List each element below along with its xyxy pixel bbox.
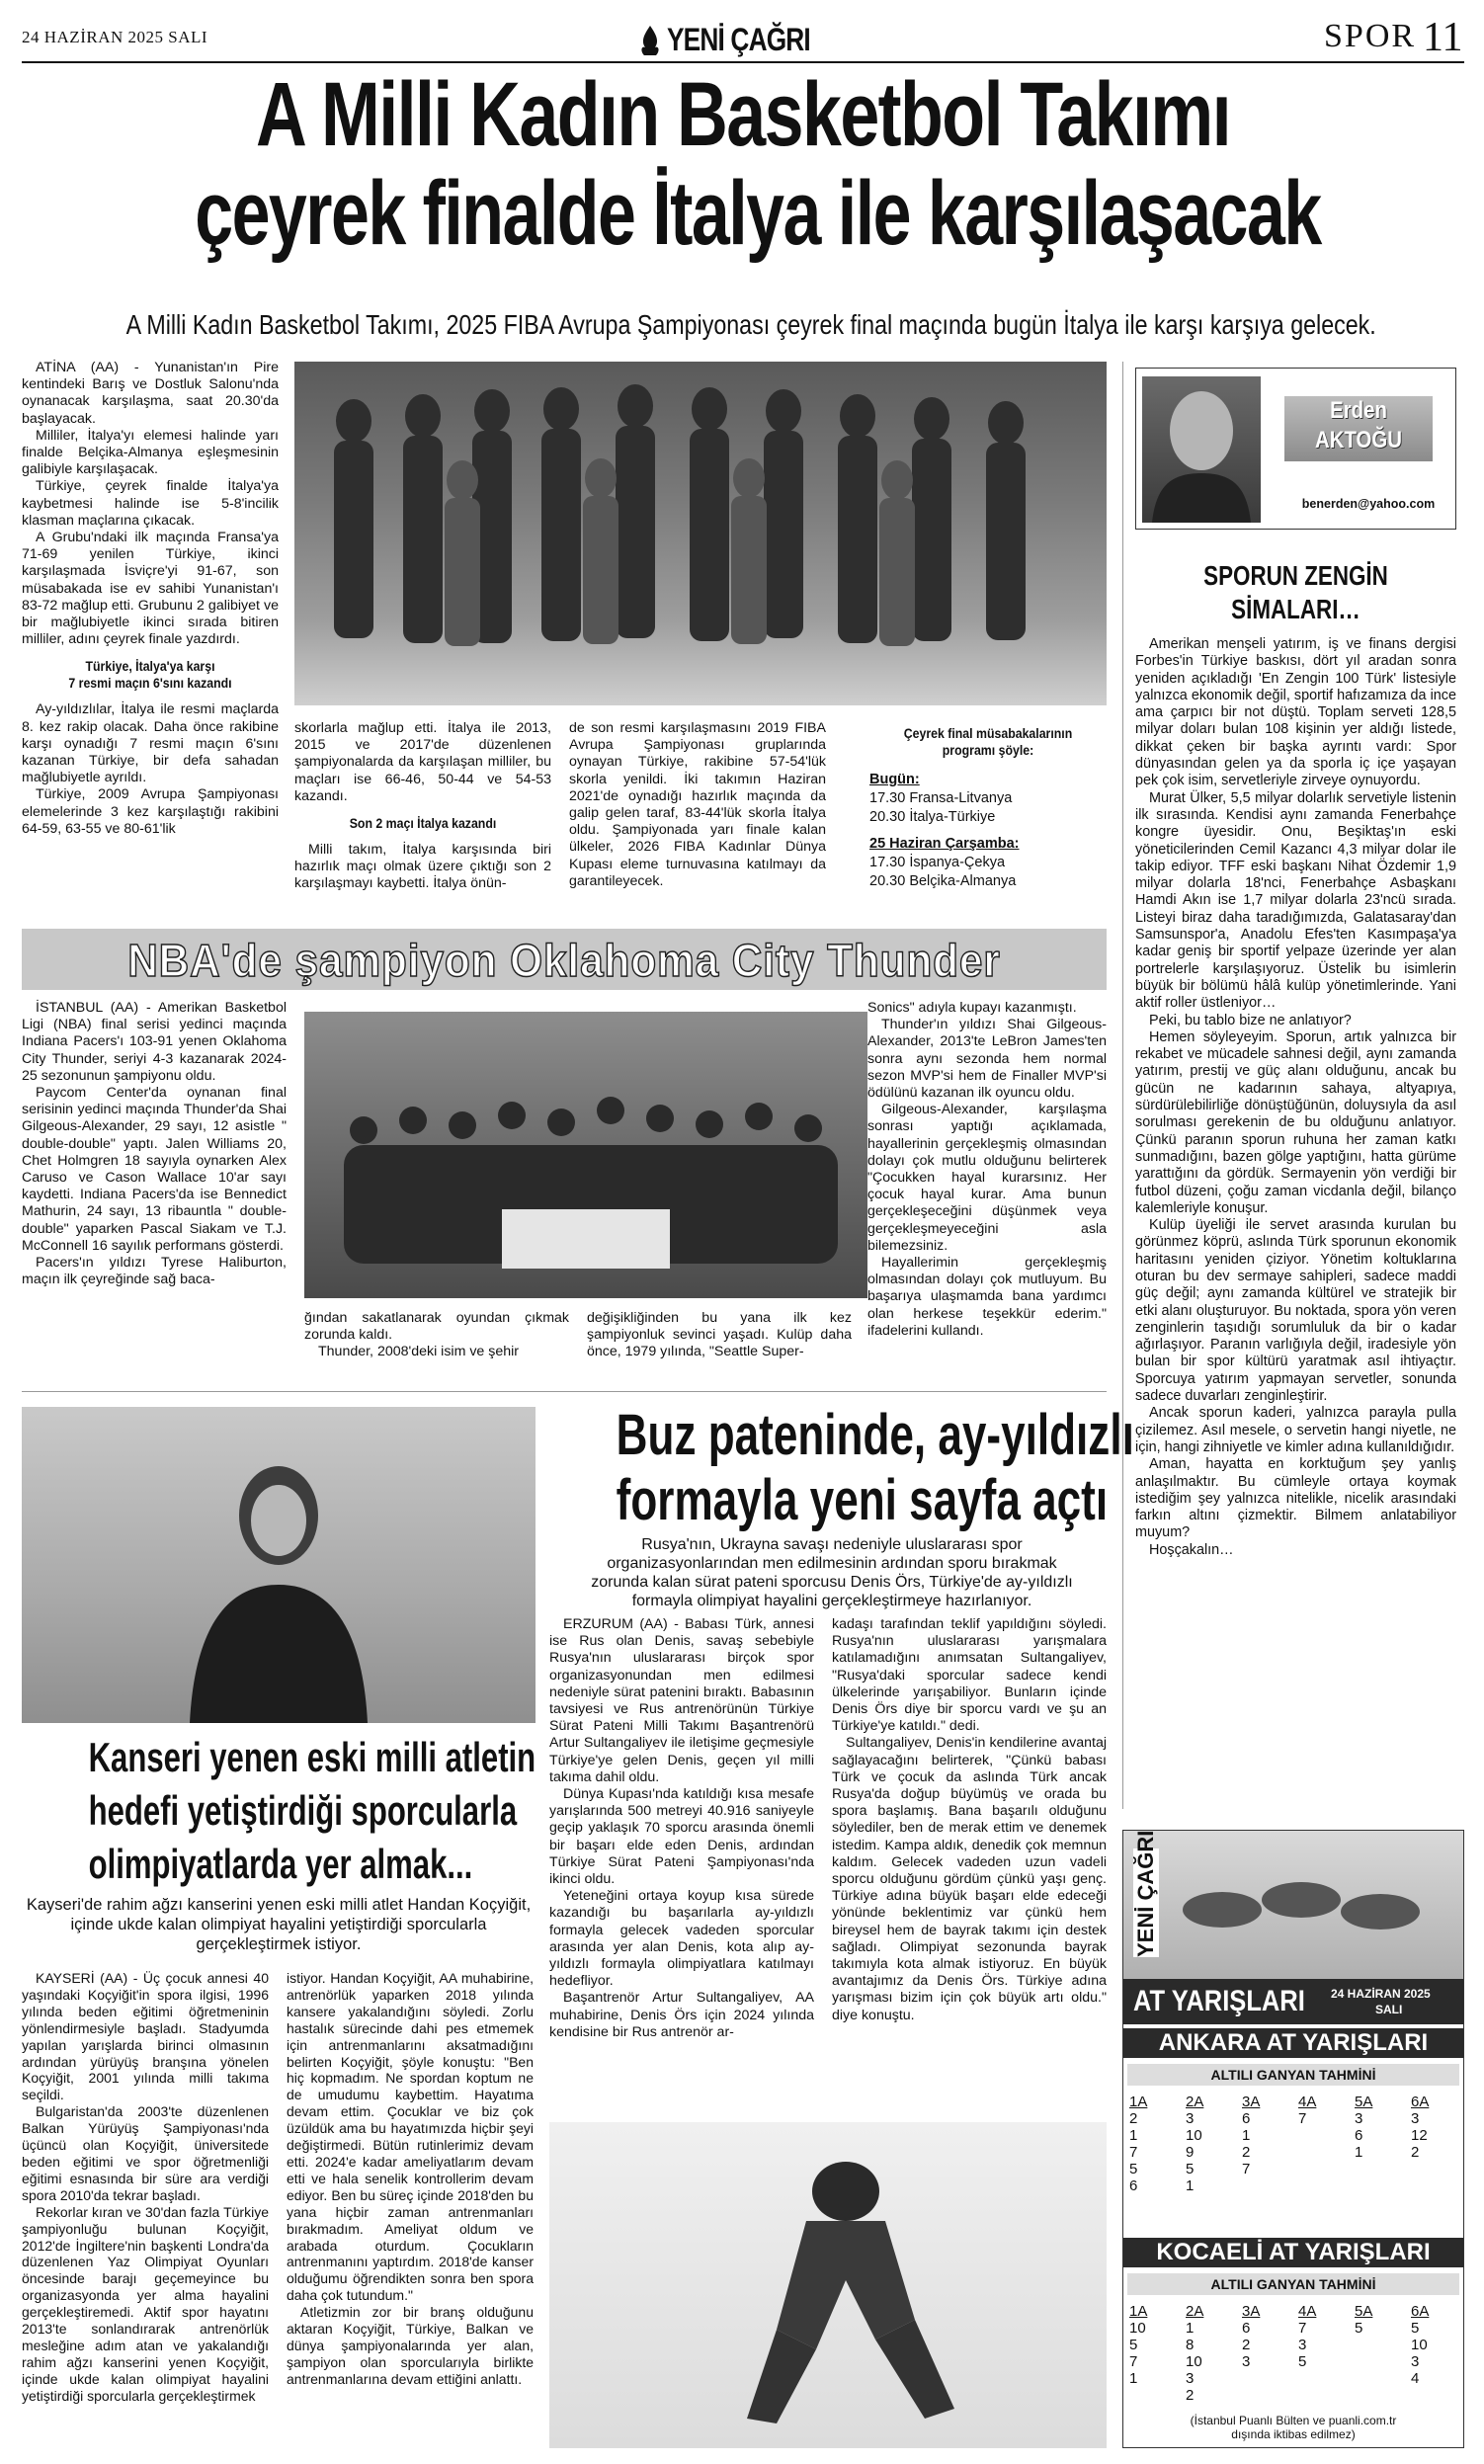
- ankara-cell: 10: [1186, 2127, 1202, 2144]
- ankara-cell: [1292, 2144, 1349, 2161]
- ankara-cell: 2: [1129, 2110, 1138, 2127]
- kocaeli-cell: 6: [1242, 2320, 1251, 2337]
- paragraph: İSTANBUL (AA) - Amerikan Basketbol Ligi (NBA) final serisi yedinci maçında Indiana Pacers'ı 103-91 yenen Oklahoma City Thunder, seriyi 4-3 kazanarak 2024-25 sezonunun şampiyonu oldu.: [22, 1000, 287, 1084]
- story1-deck: A Milli Kadın Basketbol Takımı, 2025 FIBA Avrupa Şampiyonası çeyrek final maçında bugün İtalya ile karşı karşıya gelecek.: [125, 309, 1376, 340]
- ankara-cell: 7: [1298, 2110, 1307, 2127]
- story4-headline-line1: Kanseri yenen eski milli atletin: [88, 1734, 536, 1780]
- kocaeli-cell: 3: [1186, 2370, 1195, 2387]
- story1-col2: [294, 720, 551, 893]
- story4-col1: [22, 1970, 269, 2405]
- column-box: [1122, 362, 1464, 1809]
- team-photo: [294, 362, 1107, 705]
- kocaeli-cell: 5: [1129, 2337, 1138, 2353]
- paragraph: ATİNA (AA) - Yunanistan'ın Pire kentindeki Barış ve Dostluk Salonu'nda oynanacak karşılaşma, saat 20.30'da başlayacak.: [22, 360, 279, 427]
- ankara-cell: 6: [1129, 2177, 1138, 2194]
- schedule-day: 25 Haziran Çarşamba:: [869, 836, 1020, 852]
- schedule-title: programı şöyle:: [942, 742, 1034, 758]
- author-last: AKTOĞU: [1314, 427, 1403, 453]
- ankara-header: 4A: [1298, 2094, 1317, 2110]
- paragraph: Türkiye, 2009 Avrupa Şampiyonası elemelerinde 3 kez karşılaştığı rakibini 64-59, 63-55 ve 80-61'lik: [22, 786, 279, 837]
- story4-headline-line2: hedefi yetiştirdiği sporcularla: [88, 1787, 518, 1834]
- ankara-cell: 3: [1355, 2110, 1363, 2127]
- paragraph: Sultangaliyev, Denis'in kendilerine avantaj sağlayacağını belirterek, "Çünkü babası Türk ve çocuk da aslında Türk ancak Rusya'da doğup büyümüş ve orada bu spora başlamış. Bana başarılı olduğunu söylediler, ben de merak ettim ve denemek istedim. Kampa aldık, denedik çok memnun kaldım. Gelecek vadeden uzun vadeli sporcu olduğunu gördüm çünkü yaşı genç. Türkiye adına büyük başarı elde edeceği yönünde beklentimiz var çünkü hem bireysel hem de bayrak takımı için destek sağladı. Olimpiyat sezonunda bayrak takımıyla kota almak istiyoruz. En büyük avantajımız da Denis Örs. Türkiye adına yarışması bizim için çok büyük artı oldu." diye konuştu.: [832, 1735, 1107, 2023]
- logo: [637, 22, 855, 59]
- schedule-box: [869, 725, 1107, 891]
- ankara-cell: [1292, 2161, 1349, 2177]
- flame-icon: [637, 24, 663, 57]
- ankara-cell: 1: [1242, 2127, 1251, 2144]
- ankara-cell: [1349, 2161, 1405, 2177]
- ankara-cell: [1349, 2177, 1405, 2194]
- paragraph: Bulgaristan'da 2003'te düzenlenen Balkan Yürüyüş Şampiyonası'nda üçüncü olan Koçyiğit, üniversitede beden eğitimi ve spor öğretmenliği eğitimi esnasında bir süre ara verdiği spora 2010'da tekrar başladı.: [22, 2103, 269, 2203]
- ankara-cell: 3: [1186, 2110, 1195, 2127]
- ankara-cell: 5: [1186, 2161, 1195, 2177]
- ankara-cell: 9: [1186, 2144, 1195, 2161]
- kocaeli-cell: 4: [1411, 2370, 1420, 2387]
- kocaeli-cell: [1292, 2370, 1349, 2387]
- paragraph: Hemen söyleyeyim. Sporun, artık yalnızca bir rekabet ve mücadele sahnesi değil, aynı zamanda yatırım, prestij ve güç alanı olduğunu, ancak bu gücün ne kadarının sahaya, altyapıya, sürdürülebilirliğe dönüştüğünün, doluysıyla da asıl sorulması gerekenin de bu olduğunu anlatıyor. Çünkü paranın sporun ruhuna her zaman katkı sunmadığını, bazen gölge yaptığını, hatta gürüme yarattığını da gördük. Sermayenin yön verdiği bir futbol düzeni, çoğu zaman vicdanla değil, bilanço kalemleriyle konuşur.: [1135, 1028, 1456, 1216]
- paragraph: Amerikan menşeli yatırım, iş ve finans dergisi Forbes'in Türkiye baskısı, dört yıl aradan sonra yeniden açıkladığı 'En Zengin 100 Türk' listesiyle yalnızca ekonomik değil, sportif hafızamıza da ince ama çarpıcı bir not düştü. Toplam serveti 128,5 milyar doları bulan 108 kişinin yer aldığı listede, dikkat çeken bir başka ayrıntı vardı: Spor dünyasından gelen ya da sporla iç içe yaşayan pek çok isim, servetleriyle zirveye oynuyordu.: [1135, 636, 1456, 789]
- kocaeli-cell: 7: [1298, 2320, 1307, 2337]
- ankara-sub: ALTILI GANYAN TAHMİNİ: [1127, 2064, 1459, 2086]
- kocaeli-cell: 1: [1129, 2370, 1138, 2387]
- kocaeli-cell: 10: [1129, 2320, 1146, 2337]
- author-first: Erden: [1330, 397, 1387, 424]
- schedule-game: 17.30 İspanya-Çekya: [869, 855, 1006, 870]
- story3-deck: Rusya'nın, Ukrayna savaşı nedeniyle uluslararası spor organizasyonlarından men edilmesinin ardından sporu bırakmak zorunda kalan sürat pateni sporcusu Denis Örs, Türkiye'de ay-yıldızlı formayla olimpiyat hayalini gerçekleştirmeye hazırlanıyor.: [591, 1536, 1073, 1609]
- races-footnote-line2: dışında iktibas edilmez): [1231, 2427, 1356, 2441]
- ankara-header: 2A: [1186, 2094, 1204, 2110]
- story2-col2: [304, 1310, 569, 1361]
- kocaeli-header: 3A: [1242, 2303, 1261, 2320]
- ankara-cell: [1236, 2177, 1292, 2194]
- kocaeli-cell: 1: [1186, 2320, 1195, 2337]
- races-footnote: [1123, 2414, 1463, 2441]
- paragraph: Kulüp üyeliği ile servet arasında kurulan bu görünmez köprü, aslında Türk sporunun ekonomik haritasını yeniden çiziyor. Yönetim koltuklarına oturan bu dev sermaye sahipleri, sadece maddi güç değil; aynı zamanda kültürel ve stratejik bir etki alanı oluşturuyor. Bu noktada, spora yön veren zenginlerin taşıdığı sorumluluk da bir o kadar ağırlaşıyor. Paranın varlığıyla değil, iradesiyle yön bulan bir spor kültürü yaratmak asıl ihtiyaçtır. Sporcuya yatırım yapmayan servetler, sonunda sadece duvarları zenginleştirir.: [1135, 1217, 1456, 1405]
- paragraph: ğından sakatlanarak oyundan çıkmak zorunda kaldı.: [304, 1310, 569, 1344]
- schedule-title: Çeyrek final müsabakalarının: [903, 725, 1073, 741]
- paragraph: istiyor. Handan Koçyiğit, AA muhabirine, antrenörlük yaparken 2018 yılında kansere yakalandığını söyledi. Zorlu hastalık sürecinde dahi pes etmemek için antrenmanlarını aksatmadığını belirten Koçyiğit, şöyle konuştu: "Ben hiç kopmadım. Ne spordan koptum ne de umudumu kaybettim. Hayatıma devam ettim. Çocuklar ve biz çok üzüldük ama bu hayatımızda hiçbir şeyi değiştirmedi. Bütün rutinlerimiz devam etti. 2024'e kadar ameliyatlarım devam etti ve hala senelik kontrollerim devam ediyor. Ben bu süreç içinde 2018'den bu yana hiçbir zaman antrenmanları bırakmadım. Ameliyat oldum ve arabada oturdum. Çocukların antrenmanını yaptırdım. 2018'de kanser olduğumu öğrendikten sonra ben spora daha çok tutundum.": [287, 1970, 534, 2304]
- masthead-rule: [22, 61, 1464, 63]
- ankara-header: 3A: [1242, 2094, 1261, 2110]
- kocaeli-header: 6A: [1411, 2303, 1430, 2320]
- kocaeli-cell: [1123, 2387, 1180, 2404]
- story1-col3: [569, 720, 826, 890]
- paragraph: Ancak sporun kaderi, yalnızca parayla pulla çizilemez. Asıl mesele, o servetin hangi niyetle, ne için, hangi zihniyetle ve kimler adına kullanıldığıdır.: [1135, 1405, 1456, 1455]
- horse-race-photo: [1123, 1831, 1463, 1979]
- paragraph: kadaşı tarafından teklif yapıldığını söyledi. Rusya'nın uluslararası yarışmalara katılamadığını anımsatan Sultangaliyev, "Rusya'daki sporcular sadece kendi ülkelerinde yarışabiliyor. Bunların içinde Denis Örs diye bir sporcu vardı ve şu an Türkiye'ye katıldı." dedi.: [832, 1616, 1107, 1735]
- kocaeli-cell: 2: [1186, 2387, 1195, 2404]
- kocaeli-cell: [1405, 2387, 1461, 2404]
- kocaeli-table: [1123, 2303, 1461, 2404]
- paragraph: Dünya Kupası'nda katıldığı kısa mesafe yarışlarında 500 metreyi 40.916 saniyeyle geçip yaklaşık 70 sporcu arasında önemli bir başarı elde eden Denis, ardından Türkiye Sürat Pateni Şampiyonası'nda ikinci oldu.: [549, 1786, 814, 1888]
- paragraph: Thunder'ın yıldızı Shai Gilgeous-Alexander, 2013'te LeBron James'ten sonra aynı sezonda hem normal sezon MVP'si hem de Finaller MVP'si ödülünü kazanan ilk oyuncu oldu.: [867, 1017, 1107, 1102]
- ankara-cell: 7: [1129, 2144, 1138, 2161]
- paragraph: Türkiye, çeyrek finalde İtalya'ya kaybetmesi halinde ise 5-8'incilik klasman maçlarına çıkacak.: [22, 478, 279, 529]
- kocaeli-cell: [1349, 2337, 1405, 2353]
- paragraph: A Grubu'ndaki ilk maçında Fransa'ya 71-69 yenilen Türkiye, ikinci karşılaşmada İsviçre'yi 91-67, son müsabakada ise ev sahibi Yunanistan'ı 83-72 mağlup etti. Grubunu 2 galibiyet ve bir mağlubiyetle ikinci sırada bitiren milliler, adını çeyrek finale yazdırdı.: [22, 530, 279, 648]
- races-footnote-line1: (İstanbul Puanlı Bülten ve puanli.com.tr: [1190, 2414, 1397, 2427]
- story2-headline: NBA'de şampiyon Oklahoma City Thunder: [127, 935, 1001, 986]
- ankara-cell: 2: [1411, 2144, 1420, 2161]
- team-silhouettes: [294, 362, 1107, 705]
- subhead: Türkiye, İtalya'ya karşı: [85, 658, 215, 675]
- story4-headline: [22, 1731, 536, 1891]
- paragraph: Hoşçakalın…: [1149, 1541, 1234, 1558]
- story3-col1: [549, 1616, 814, 2041]
- paragraph: Atletizmin zor bir branş olduğunu aktaran Koçyiğit, Türkiye, Balkan ve dünya şampiyonalarında yer alan, şampiyon olan sporcularıyla birlikte antrenmanlarına devam ettiğini anlattı.: [287, 2304, 534, 2387]
- races-date-line2: SALI: [1375, 2003, 1403, 2016]
- author-photo: [1142, 376, 1261, 523]
- paragraph: Rekorlar kıran ve 30'dan fazla Türkiye şampiyonluğu bulunan Koçyiğit, 2012'de İngiltere'nin başkenti Londra'da düzenlenen Yaz Olimpiyat Oyunları öncesinde barajı geçemeyince bu organizasyonda yer alma hayalini gerçekleştiremedi. Aktif spor hayatını 2013'te sonlandırarak antrenörlük mesleğine adım atan ve yakalandığı rahim ağzı kanserini yenen Koçyiğit, içinde ukde kalan olimpiyat hayalini yetiştirdiği sporcularla gerçekleştirmek: [22, 2203, 269, 2404]
- ankara-header: 6A: [1411, 2094, 1430, 2110]
- kocaeli-cell: 3: [1411, 2353, 1420, 2370]
- subhead: 7 resmi maçın 6'sını kazandı: [68, 675, 232, 692]
- paragraph: Milliler, İtalya'yı elemesi halinde yarı finalde Belçika-Almanya eşleşmesinin galibiyle karşılaşacak.: [22, 427, 279, 478]
- ankara-table: [1123, 2094, 1461, 2194]
- logo-text: YENİ ÇAĞRI: [667, 22, 810, 57]
- ankara-cell: [1405, 2177, 1461, 2194]
- kocaeli-cell: 5: [1355, 2320, 1363, 2337]
- ankara-cell: 7: [1242, 2161, 1251, 2177]
- races-date-line1: 24 HAZİRAN 2025: [1331, 1987, 1431, 2001]
- paragraph: Milli takım, İtalya karşısında biri hazırlık maçı olmak üzere çıktığı son 2 karşılaşmayı kaybetti. İtalya önün-: [294, 842, 551, 892]
- story1-headline-line1: A Milli Kadın Basketbol Takımı: [256, 64, 1230, 165]
- kocaeli-cell: 5: [1298, 2353, 1307, 2370]
- kocaeli-cell: 5: [1411, 2320, 1420, 2337]
- paragraph: Başantrenör Artur Sultangaliyev, AA muhabirine, Denis Örs için 2024 yılında kendisine bir Rus antrenör ar-: [549, 1990, 814, 2040]
- paragraph: Hayallerimin gerçekleşmiş olmasından dolayı çok mutluyum. Bu başarıya ulaşmamda bana yardımcı olan herkese teşekkür ederim." ifadelerini kullandı.: [867, 1255, 1107, 1339]
- kocaeli-cell: 10: [1411, 2337, 1428, 2353]
- kocaeli-cell: [1236, 2387, 1292, 2404]
- masthead: [0, 0, 1484, 60]
- story2-col3: [587, 1310, 852, 1361]
- paragraph: Gilgeous-Alexander, karşılaşma sonrası yaptığı açıklamada, hayallerinin gerçekleşmiş olmasından dolayı çok mutlu olduğunu belirterek "Çocukken hayal kurarsınız. Her çocuk hayal kurar. Ama bunun gerçekleşeceğini düşünmek veya gerçekleşmeyeceğini asla bilemezsiniz.: [867, 1102, 1107, 1254]
- ankara-header: 5A: [1355, 2094, 1373, 2110]
- paragraph: değişikliğinden bu yana ilk kez şampiyonluk sevinci yaşadı. Kulüp daha önce, 1979 yılında, "Seattle Super-: [587, 1310, 852, 1360]
- story4-deck: Kayseri'de rahim ağzı kanserini yenen eski milli atlet Handan Koçyiğit, içinde ukde kalan olimpiyat hayalini yetiştirdiği sporcularla gerçekleştirmek istiyor.: [26, 1896, 532, 1953]
- paragraph: Thunder, 2008'deki isim ve şehir: [318, 1344, 520, 1360]
- author-email: benerden@yahoo.com: [1301, 497, 1436, 511]
- story1-headline: [22, 65, 1464, 263]
- races-box: [1122, 1830, 1464, 2448]
- kocaeli-cell: [1292, 2387, 1349, 2404]
- story3-headline-line1: Buz pateninde, ay-yıldızlı: [616, 1403, 1134, 1467]
- schedule-game: 17.30 Fransa-Litvanya: [869, 790, 1013, 806]
- page-number: 11: [1423, 15, 1463, 60]
- paragraph: Ay-yıldızlılar, İtalya ile resmi maçlarda 8. kez rakip olacak. Daha önce rakibine karşı oynadığı 7 resmi maçın 6'sını kazanan Türkiye, bir defa sahadan mağlubiyetle ayrıldı.: [22, 701, 279, 786]
- kocaeli-header: 1A: [1129, 2303, 1148, 2320]
- paragraph: de son resmi karşılaşmasını 2019 FIBA Avrupa Şampiyonası gruplarında oynayan Türkiye, rakibine 57-54'lük skorla yenildi. İki takımın Haziran 2021'de oynadığı hazırlık maçında da galip gelen taraf, 83-44'lük skorla İtalya oldu. Şampiyonada yarı finale kalan ülkeler, 2026 FIBA Kadınlar Dünya Kupası eleme turnuvasına katılmayı da garantileyecek.: [569, 720, 826, 889]
- story1-col1: [22, 360, 279, 838]
- paragraph: KAYSERİ (AA) - Üç çocuk annesi 40 yaşındaki Koçyiğit'in spora ilgisi, 1996 yılında beden eğitimi öğretmeninin yönlendirmesiyle başladı. Stadyumda yapılan yarışlarda birinci olmasının ardından yürüyüş branşına yönelen Koçyiğit, 2001 yılında milli takıma seçildi.: [22, 1970, 269, 2103]
- ankara-cell: [1292, 2177, 1349, 2194]
- story3-col2: [832, 1616, 1107, 2024]
- ankara-cell: [1405, 2161, 1461, 2177]
- story4-col2: [287, 1970, 534, 2388]
- column-body: [1135, 636, 1456, 1559]
- story3-headline-line2: formayla yeni sayfa açtı: [616, 1468, 1109, 1532]
- schedule-day: Bugün:: [869, 772, 920, 787]
- section-label: SPOR: [1324, 18, 1417, 54]
- story3-headline: [549, 1403, 1134, 1533]
- races-logo: YENİ ÇAĞRI: [1133, 1831, 1158, 1957]
- ankara-cell: [1292, 2127, 1349, 2144]
- paragraph: Sonics" adıyla kupayı kazanmıştı.: [867, 1000, 1077, 1016]
- kocaeli-cell: 3: [1298, 2337, 1307, 2353]
- ankara-cell: 12: [1411, 2127, 1428, 2144]
- paragraph: skorlarla mağlup etti. İtalya ile 2013, 2015 ve 2017'de düzenlenen şampiyonalarda da karşılaşan milliler, bu maçları ise 66-46, 50-44 ve 54-53 kazandı.: [294, 720, 551, 804]
- ankara-cell: 1: [1355, 2144, 1363, 2161]
- paragraph: Peki, bu tablo bize ne anlatıyor?: [1149, 1012, 1352, 1028]
- kocaeli-sub: ALTILI GANYAN TAHMİNİ: [1127, 2273, 1459, 2295]
- column-title-line2: SİMALARI…: [1231, 594, 1360, 624]
- paragraph: ERZURUM (AA) - Babası Türk, annesi ise Rus olan Denis, savaş sebebiyle Rusya'nın uluslararası birçok spor organizasyonundan men edilmesi nedeniyle sürat patenini bıraktı. Babasının tavsiyesi ve Rus antrenörünün Türkiye Sürat Pateni Milli Takımı Başantrenörü Artur Sultangaliyev ile iletişime geçmesiyle Türkiye'ye gelen Denis, geçen yıl milli takıma dahil oldu.: [549, 1616, 814, 1785]
- ankara-cell: 2: [1242, 2144, 1251, 2161]
- column-title-line1: SPORUN ZENGİN: [1203, 560, 1388, 591]
- story2-col1: [22, 1000, 287, 1288]
- ankara-cell: 6: [1355, 2127, 1363, 2144]
- date-line: 24 HAZİRAN 2025 SALI: [22, 28, 208, 46]
- nba-celebration-photo: [304, 1012, 867, 1298]
- paragraph: Yeteneğini ortaya koyup kısa sürede kazandığı bu başarılarla ay-yıldızlı formayla gelecek vadeden sporcular arasında yer alan Denis, kota alıp ay-yıldızlı formayla olimpiyatlara katılmayı hedefliyor.: [549, 1888, 814, 1990]
- schedule-game: 20.30 İtalya-Türkiye: [869, 809, 996, 825]
- author-nameplate: [1284, 396, 1433, 461]
- ankara-title: ANKARA AT YARIŞLARI: [1123, 2028, 1463, 2058]
- kocaeli-header: 4A: [1298, 2303, 1317, 2320]
- kocaeli-header: 2A: [1186, 2303, 1204, 2320]
- section-divider: [22, 1391, 1107, 1392]
- kocaeli-cell: 2: [1242, 2337, 1251, 2353]
- kocaeli-cell: [1236, 2370, 1292, 2387]
- paragraph: Pacers'ın yıldızı Tyrese Haliburton, maçın ilk çeyreğinde sağ baca-: [22, 1255, 287, 1288]
- story2-col4: [867, 1000, 1107, 1340]
- races-title-bar: [1123, 1979, 1463, 2024]
- kocaeli-cell: 8: [1186, 2337, 1195, 2353]
- kocaeli-cell: [1349, 2370, 1405, 2387]
- kocaeli-cell: 10: [1186, 2353, 1202, 2370]
- skater-photo: [549, 2122, 1107, 2448]
- paragraph: Murat Ülker, 5,5 milyar dolarlık servetiyle listenin ilk sırasında. Kendisi aynı zamanda Fenerbahçe kongre üyesidir. Onu, Beşiktaş'ın eski yöneticilerinden Cemil Kazancı 4,3 milyar dolar ile takip ediyor. TFF eski başkanı Nihat Özdemir 1,9 milyar dolarla 18'nci, Fenerbahçe Asbaşkanı Hamdi Akın ise 1,7 milyar dolarla 23'ncü sırada. Listeyi biraz daha taradığımızda, Galatasaray'dan Samsunspor'a, Anadolu Efes'ten Kasımpaşa'ya kadar geniş bir sportif yelpaze üzerinde yer alan portrelerle karşılaşıyoruz. Üstelik bu isimlerin büyük bir bölümü hâlâ kulüp yönetimlerinde. Yani aktif roller üstleniyor…: [1135, 789, 1456, 1012]
- schedule-game: 20.30 Belçika-Almanya: [869, 873, 1017, 889]
- ankara-cell: 3: [1411, 2110, 1420, 2127]
- story1-headline-line2: çeyrek finalde İtalya ile karşılaşacak: [195, 163, 1321, 264]
- kocaeli-cell: [1349, 2387, 1405, 2404]
- author-header: [1135, 368, 1456, 530]
- story4-headline-line3: olimpiyatlarda yer almak...: [88, 1841, 473, 1887]
- ankara-cell: 6: [1242, 2110, 1251, 2127]
- athlete-photo: [22, 1407, 536, 1723]
- kocaeli-cell: [1349, 2353, 1405, 2370]
- kocaeli-cell: 3: [1242, 2353, 1251, 2370]
- kocaeli-header: 5A: [1355, 2303, 1373, 2320]
- ankara-cell: 1: [1129, 2127, 1138, 2144]
- kocaeli-cell: 7: [1129, 2353, 1138, 2370]
- paragraph: Paycom Center'da oynanan final serisinin yedinci maçında Thunder'da Shai Gilgeous-Alexander, 29 sayı, 12 asistle " double-double" yaptı. Jalen Williams 20, Chet Holmgren 18 sayıyla oynarken Alex Caruso ve Cason Wallace 10'ar sayı kaydetti. Indiana Pacers'da ise Bennedict Mathurin, 24 sayı, 13 ribauntla " double-double" yaparken Pascal Siakam ve T.J. McConnell 16 sayılık performans gösterdi.: [22, 1085, 287, 1254]
- subhead: Son 2 maçı İtalya kazandı: [349, 815, 497, 832]
- paragraph: Aman, hayatta en korktuğum şey yanlış anlaşılmaktır. Bu cümleyle ortaya koymak istediğim şey yalnızca nitelikle, nicelik arasındaki farkın altını çizmektir. Bilmem anlatabiliyor muyum?: [1135, 1456, 1456, 1541]
- kocaeli-title: KOCAELİ AT YARIŞLARI: [1123, 2238, 1463, 2267]
- ankara-cell: 5: [1129, 2161, 1138, 2177]
- story2-band: [22, 929, 1107, 990]
- ankara-cell: 1: [1186, 2177, 1195, 2194]
- ankara-header: 1A: [1129, 2094, 1148, 2110]
- column-title: [1135, 559, 1456, 626]
- races-title: AT YARIŞLARI: [1133, 1985, 1305, 2017]
